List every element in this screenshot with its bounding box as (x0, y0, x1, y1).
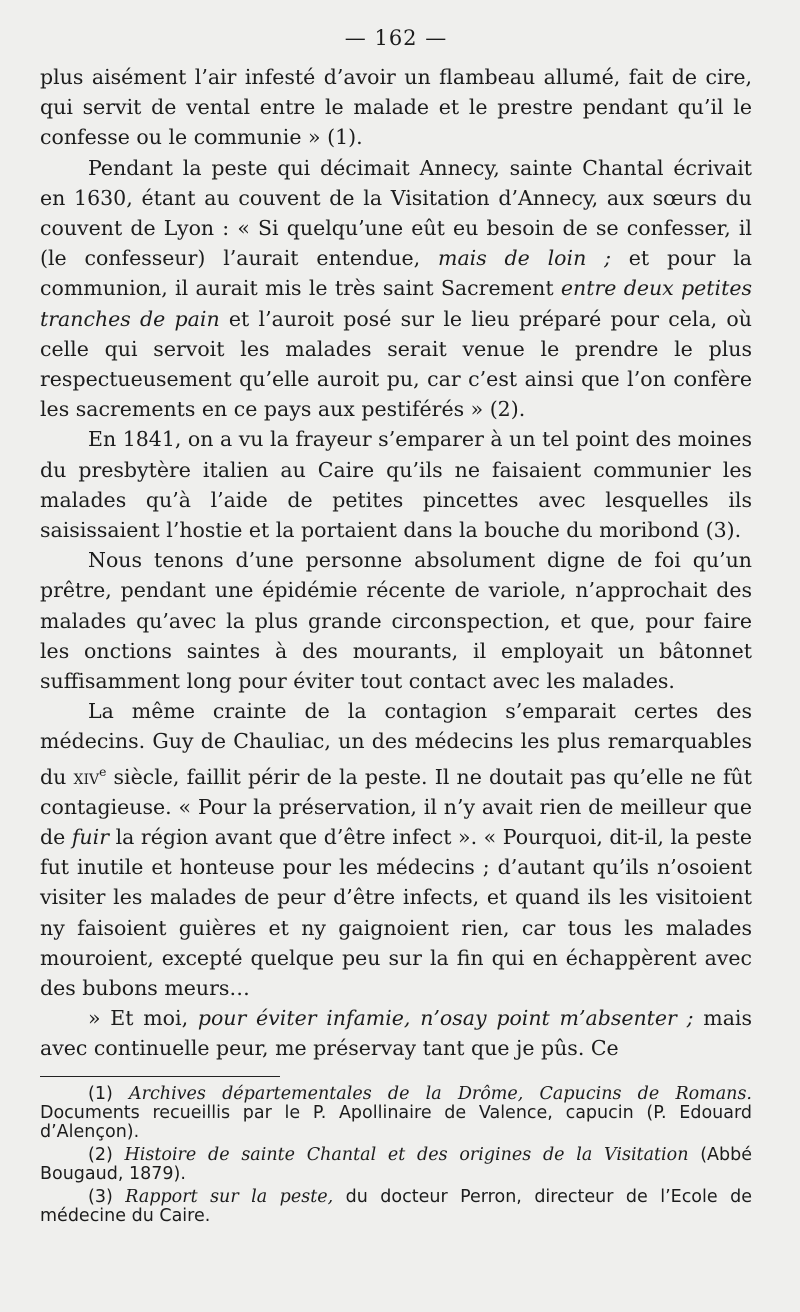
footnotes (40, 1085, 752, 1226)
footnote-separator (40, 1076, 280, 1077)
paragraph (40, 1003, 752, 1063)
text-run: Documents recueillis par le P. Apollinaire de Valence, capucin (P. Edouard d’Alençon). (40, 1102, 752, 1142)
text-run: du docteur Perron, directeur de l’Ecole de médecine du Caire. (40, 1186, 752, 1226)
text-run: Nous tenons d’une personne absolument digne de foi qu’un prêtre, pendant une épidémie récente de variole, n’approchait des malades qu’avec la plus grande circonspection, et que, pour faire les onctions saintes à des mourants, il employait un bâtonnet suffisamment long pour éviter tout contact avec les malades. (40, 548, 752, 694)
text-run: La même crainte de la contagion s’emparait certes des médecins. Guy de Chauliac, un des médecins les plus remarquables du (40, 699, 752, 789)
text-run: xiv (73, 764, 100, 789)
body-text (40, 62, 752, 1064)
paragraph (40, 696, 752, 1003)
page-number: — 162 — (344, 26, 448, 50)
text-run: (1) (88, 1083, 129, 1104)
text-run: mais avec continuelle peur, me préservay tant que je pûs. Ce (40, 1006, 752, 1061)
italic-text-run: Histoire de sainte Chantal et des origines de la Visitation (124, 1144, 689, 1165)
text-run: et l’auroit posé sur le lieu préparé pour cela, où celle qui servoit les malades serait venue le prendre le plus respectueusement qu’elle auroit pu, car c’est ainsi que l’on confère les sacrements en ce pays aux pestiférés » (2). (40, 306, 752, 422)
text-run: siècle, faillit périr de la peste. Il ne doutait pas qu’elle ne fût contagieuse. « Pour la préservation, il n’y avait rien de meilleur que de (40, 764, 753, 849)
italic-text-run: mais de loin ; (438, 246, 611, 271)
italic-text-run: entre deux petites tranches de pain (40, 276, 752, 331)
italic-text-run: pour éviter infamie, n’osay point m’absenter ; (197, 1006, 694, 1031)
italic-text-run: Archives départementales de la Drôme, Capucins de Romans. (129, 1083, 752, 1104)
text-run: (Abbé Bougaud, 1879). (40, 1144, 752, 1184)
paragraph (40, 545, 752, 696)
italic-text-run: fuir (71, 824, 109, 849)
paragraph (40, 424, 752, 545)
paragraph (40, 62, 752, 153)
text-run: e (99, 764, 107, 779)
text-run: la région avant que d’être infect ». « Pourquoi, dit-il, la peste fut inutile et honteuse pour les médecins ; d’autant qu’ils n’osoient visiter les malades de peur d’être infects, et quand ils les visitoient ny faisoient guières et ny gaignoient rien, car tous les malades mouroient, excepté quelque peu sur la fin qui en échappèrent avec des bubons meurs… (40, 824, 752, 1000)
footnote (40, 1085, 752, 1142)
text-run: plus aisément l’air infesté d’avoir un flambeau allumé, fait de cire, qui servit de vental entre le malade et le prestre pendant qu’il le confesse ou le communie » (1). (40, 65, 752, 150)
text-run: En 1841, on a vu la frayeur s’emparer à un tel point des moines du presbytère italien au Caire qu’ils ne faisaient communier les malades qu’à l’aide de petites pincettes avec lesquelles ils saisissaient l’hostie et la portaient dans la bouche du moribond (3). (40, 427, 752, 543)
paragraph (40, 153, 752, 425)
text-run: (3) (88, 1186, 126, 1207)
text-run: (2) (88, 1144, 125, 1165)
text-run: Pendant la peste qui décimait Annecy, sainte Chantal écrivait en 1630, étant au couvent de la Visitation d’Annecy, aux sœurs du couvent de Lyon : « Si quelqu’une eût eu besoin de se confesser, il (le confesseur) l’aurait entendue, (40, 155, 752, 271)
text-run: et pour la communion, il aurait mis le très saint Sacrement (40, 246, 753, 301)
footnote (40, 1188, 752, 1226)
text-run: » Et moi, (88, 1006, 198, 1031)
italic-text-run: Rapport sur la peste, (125, 1186, 334, 1207)
footnote (40, 1146, 752, 1184)
